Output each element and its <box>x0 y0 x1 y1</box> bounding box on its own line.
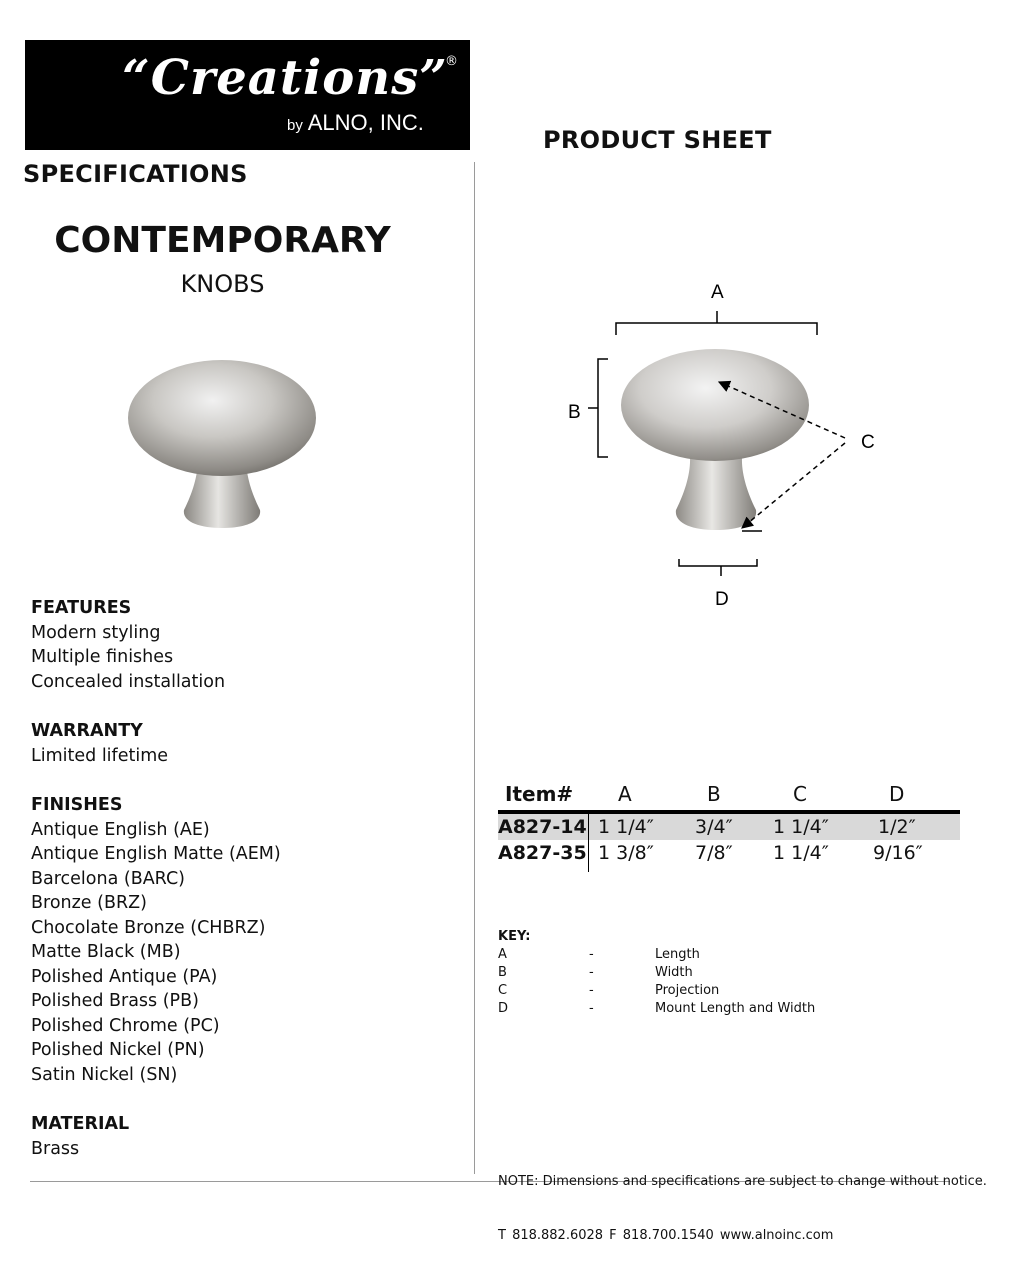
cell-a: 1 1/4″ <box>598 816 654 838</box>
label-d: D <box>715 589 729 610</box>
cell-c: 1 1/4″ <box>773 816 829 838</box>
material-section <box>31 1112 129 1161</box>
specifications-heading: SPECIFICATIONS <box>23 160 248 188</box>
logo-byline <box>287 110 424 136</box>
dimension-d-bracket <box>679 559 757 576</box>
cell-item: A827-14 <box>498 816 587 838</box>
key-row <box>498 1000 898 1018</box>
product-sheet-heading: PRODUCT SHEET <box>543 126 772 154</box>
finish-item: Polished Antique (PA) <box>31 966 218 987</box>
finish-item: Antique English (AE) <box>31 819 210 840</box>
disclaimer-note: NOTE: Dimensions and specifications are subject to change without notice. <box>498 1174 987 1189</box>
finish-item: Matte Black (MB) <box>31 942 181 962</box>
dimensions-table <box>498 780 960 866</box>
finish-item: Satin Nickel (SN) <box>31 1064 178 1085</box>
key-meaning: Mount Length and Width <box>655 1001 816 1016</box>
finish-item: Polished Chrome (PC) <box>31 1015 220 1036</box>
finish-item: Chocolate Bronze (CHBRZ) <box>31 917 266 938</box>
key-letter: A <box>498 947 507 962</box>
feature-item: Concealed installation <box>31 671 226 692</box>
key-dash: - <box>589 983 594 998</box>
key-dash: - <box>589 947 594 962</box>
material-heading: MATERIAL <box>31 1114 130 1134</box>
warranty-heading: WARRANTY <box>31 721 143 741</box>
dimension-a-bracket <box>616 311 817 335</box>
cell-d: 1/2″ <box>878 816 916 838</box>
feature-item: Multiple finishes <box>31 647 174 667</box>
table-column-divider <box>588 814 589 872</box>
vertical-divider <box>474 162 475 1174</box>
key-meaning: Length <box>655 947 700 962</box>
cell-d: 9/16″ <box>873 842 923 864</box>
cell-b: 3/4″ <box>695 816 733 838</box>
finish-item: Antique English Matte (AEM) <box>31 844 281 864</box>
header-b: B <box>707 782 721 806</box>
label-c: C <box>861 432 875 453</box>
header-a: A <box>618 782 632 806</box>
label-b: B <box>568 402 581 423</box>
key-heading: KEY: <box>498 929 531 944</box>
logo-script: “Creations” <box>122 50 448 106</box>
contact-info: T 818.882.6028 F 818.700.1540 www.alnoinc.com <box>498 1228 834 1243</box>
cell-a: 1 3/8″ <box>598 842 654 864</box>
key-dash: - <box>589 965 594 980</box>
header-item: Item# <box>505 782 574 806</box>
cell-item: A827-35 <box>498 842 587 864</box>
features-heading: FEATURES <box>31 598 132 618</box>
brand-logo <box>25 40 470 150</box>
warranty-item: Limited lifetime <box>31 745 169 766</box>
key-meaning: Width <box>655 965 693 980</box>
table-header-row <box>498 780 960 814</box>
material-item: Brass <box>31 1138 80 1159</box>
key-row <box>498 964 898 982</box>
logo-by: by <box>287 117 303 134</box>
logo-company: ALNO, INC. <box>307 110 424 135</box>
diagram-knob <box>621 349 809 530</box>
cell-b: 7/8″ <box>695 842 733 864</box>
product-title: CONTEMPORARY <box>54 220 391 261</box>
key-letter: B <box>498 965 507 980</box>
key-dash: - <box>589 1001 594 1016</box>
finishes-section <box>31 793 281 1087</box>
product-subtitle: KNOBS <box>180 270 265 298</box>
table-row <box>498 814 960 840</box>
logo-registered-mark: ® <box>445 54 458 69</box>
features-section <box>31 596 225 694</box>
header-c: C <box>793 782 807 806</box>
dimension-b-bracket <box>588 359 608 457</box>
key-letter: C <box>498 983 508 998</box>
feature-item: Modern styling <box>31 622 161 643</box>
key-meaning: Projection <box>655 983 720 998</box>
finish-item: Bronze (BRZ) <box>31 893 147 913</box>
knob-photo <box>110 330 350 550</box>
key-row <box>498 982 898 1000</box>
key-section <box>498 928 898 1018</box>
key-row <box>498 946 898 964</box>
dimension-diagram <box>560 275 890 615</box>
cell-c: 1 1/4″ <box>773 842 829 864</box>
finish-item: Polished Brass (PB) <box>31 991 199 1011</box>
finish-item: Barcelona (BARC) <box>31 868 186 889</box>
label-a: A <box>711 282 724 303</box>
table-row <box>498 840 960 866</box>
header-d: D <box>889 782 905 806</box>
finish-item: Polished Nickel (PN) <box>31 1040 205 1060</box>
finishes-heading: FINISHES <box>31 795 123 815</box>
key-letter: D <box>498 1001 509 1016</box>
warranty-section <box>31 719 168 768</box>
